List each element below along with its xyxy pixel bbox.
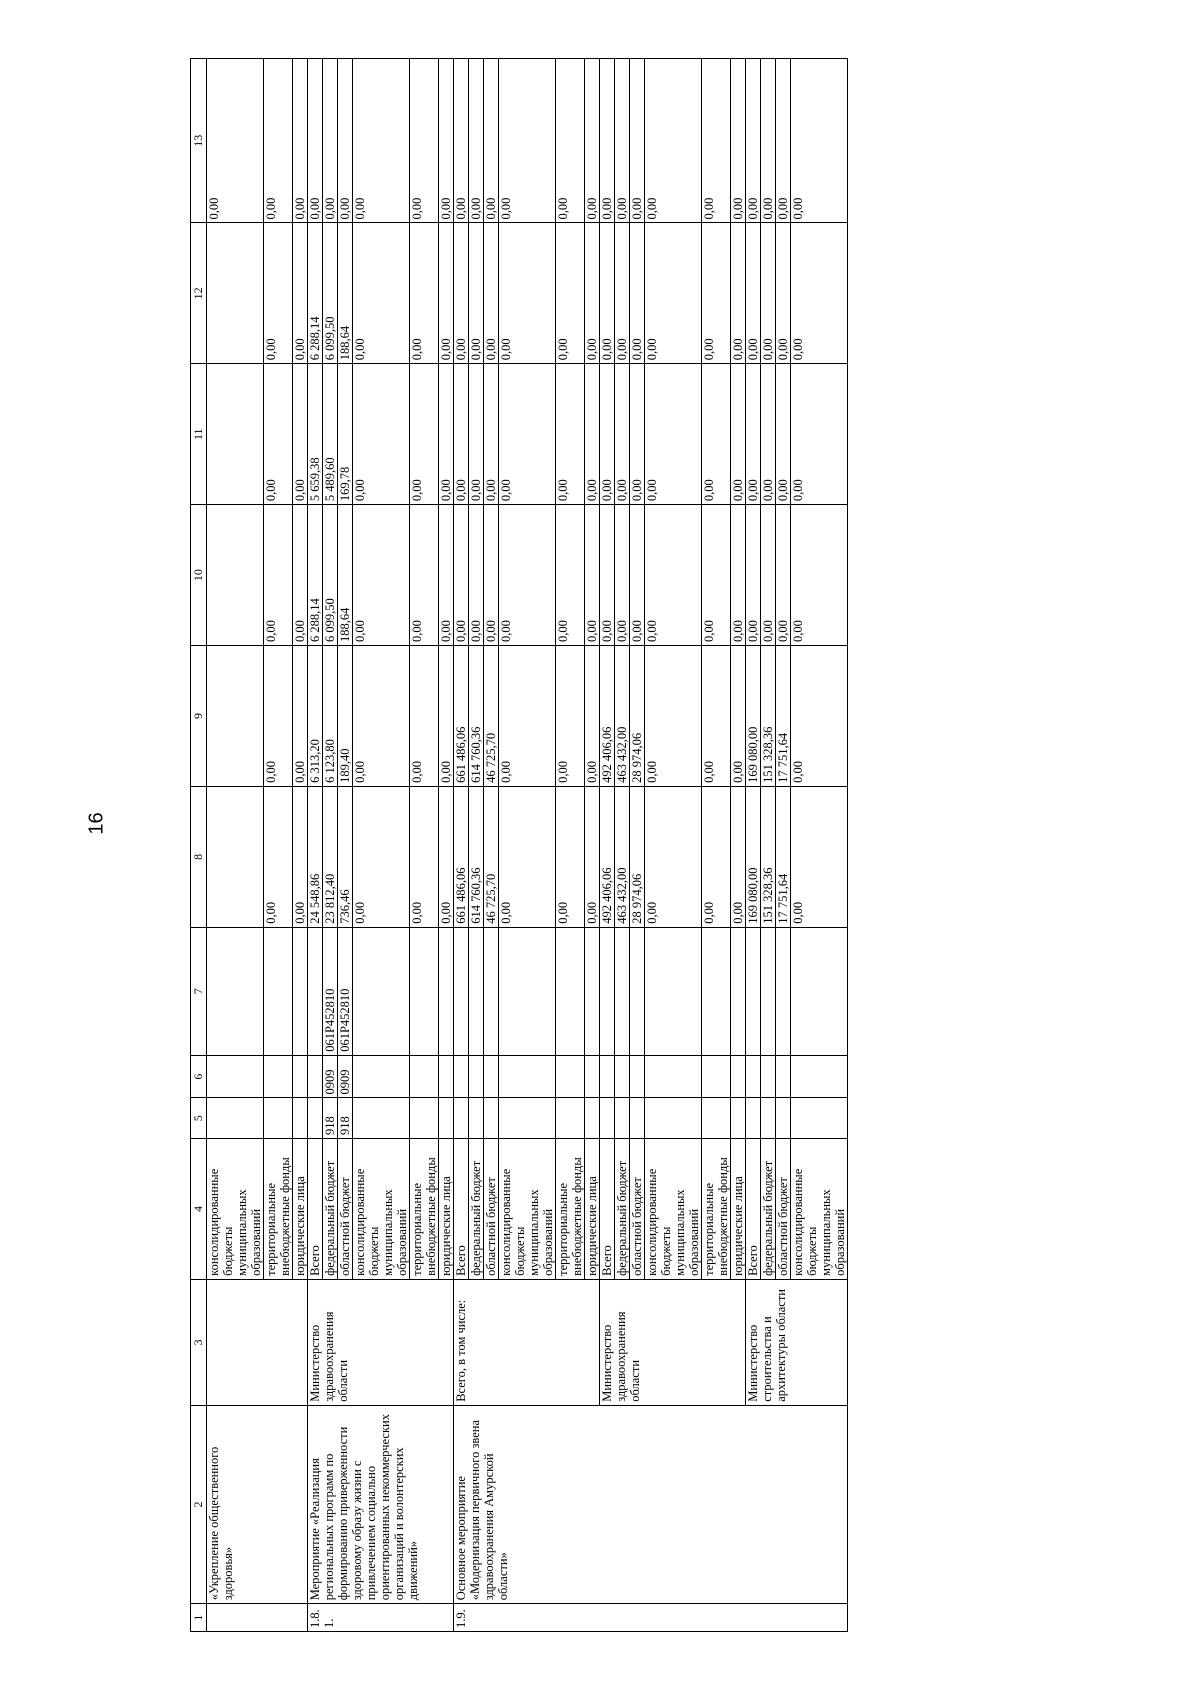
- cell-c8: 46 725,70: [484, 786, 499, 927]
- cell-c11: 0,00: [746, 364, 761, 505]
- cell-c13: 0,00: [439, 59, 454, 223]
- cell-c6: [761, 1055, 776, 1098]
- cell-c8: 169 080,00: [746, 786, 761, 927]
- cell-c7: [264, 927, 293, 1055]
- cell-c8: 0,00: [439, 786, 454, 927]
- cell-c13: 0,00: [761, 59, 776, 223]
- cell-c8: 0,00: [731, 786, 746, 927]
- cell-c8: [207, 786, 264, 927]
- cell-c6: [484, 1055, 499, 1098]
- cell-c9: 0,00: [731, 646, 746, 787]
- header-row: [191, 59, 207, 1632]
- cell-c9: 614 760,36: [469, 646, 484, 787]
- funding-source: консолидированные бюджеты муниципальных образований: [207, 1139, 264, 1280]
- cell-c6: [439, 1055, 454, 1098]
- cell-c13: 0,00: [791, 59, 848, 223]
- cell-c13: 0,00: [630, 59, 645, 223]
- cell-c10: 0,00: [615, 505, 630, 646]
- cell-c9: 0,00: [645, 646, 702, 787]
- cell-c7: [615, 927, 630, 1055]
- cell-c7: [410, 927, 439, 1055]
- cell-c9: 463 432,00: [615, 646, 630, 787]
- item-code: [207, 1604, 308, 1632]
- cell-c10: 0,00: [499, 505, 556, 646]
- cell-c9: 661 486,06: [454, 646, 469, 787]
- cell-c13: 0,00: [585, 59, 600, 223]
- cell-c12: 0,00: [585, 223, 600, 364]
- cell-c9: 492 406,06: [600, 646, 615, 787]
- page-number: 16: [85, 812, 108, 835]
- cell-c6: [585, 1055, 600, 1098]
- cell-c13: 0,00: [454, 59, 469, 223]
- cell-c9: [207, 646, 264, 787]
- funding-source: областной бюджет: [484, 1139, 499, 1280]
- table-body: [207, 59, 848, 1632]
- cell-c8: 24 548,86: [308, 786, 323, 927]
- cell-c10: 0,00: [454, 505, 469, 646]
- cell-c12: 0,00: [600, 223, 615, 364]
- cell-c13: 0,00: [645, 59, 702, 223]
- cell-c5: [353, 1098, 410, 1139]
- cell-c8: 23 812,40: [323, 786, 338, 927]
- cell-c6: [469, 1055, 484, 1098]
- cell-c9: 0,00: [293, 646, 308, 787]
- cell-c13: 0,00: [410, 59, 439, 223]
- cell-c9: 0,00: [439, 646, 454, 787]
- funding-source: юридические лица: [293, 1139, 308, 1280]
- cell-c7: [791, 927, 848, 1055]
- cell-c10: 6 288,14: [308, 505, 323, 646]
- item-name: Мероприятие «Реализация региональных программ по формированию приверженности здоровому образу жизни с привлечением социально ориентированных некоммерческих организаций и волонтерских движений»: [308, 1405, 454, 1603]
- cell-c5: [264, 1098, 293, 1139]
- cell-c11: 0,00: [731, 364, 746, 505]
- cell-c6: [454, 1055, 469, 1098]
- cell-c8: 0,00: [645, 786, 702, 927]
- cell-c7: [776, 927, 791, 1055]
- cell-c8: 17 751,64: [776, 786, 791, 927]
- cell-c12: 0,00: [264, 223, 293, 364]
- cell-c11: 169,78: [338, 364, 353, 505]
- cell-c11: 0,00: [645, 364, 702, 505]
- cell-c5: [761, 1098, 776, 1139]
- cell-c12: 0,00: [469, 223, 484, 364]
- cell-c11: 0,00: [776, 364, 791, 505]
- cell-c9: 0,00: [353, 646, 410, 787]
- cell-c7: [469, 927, 484, 1055]
- cell-c9: 169 080,00: [746, 646, 761, 787]
- cell-c6: [556, 1055, 585, 1098]
- column-header: 3: [191, 1279, 207, 1405]
- column-header: 6: [191, 1055, 207, 1098]
- cell-c12: 0,00: [293, 223, 308, 364]
- cell-c7: [746, 927, 761, 1055]
- cell-c7: 061P452810: [323, 927, 338, 1055]
- cell-c11: 0,00: [410, 364, 439, 505]
- column-header: 11: [191, 364, 207, 505]
- cell-c8: 0,00: [499, 786, 556, 927]
- cell-c8: 0,00: [556, 786, 585, 927]
- table-row: [746, 59, 761, 1632]
- cell-c8: 0,00: [264, 786, 293, 927]
- cell-c11: 0,00: [556, 364, 585, 505]
- cell-c10: 0,00: [630, 505, 645, 646]
- cell-c9: 0,00: [499, 646, 556, 787]
- column-header: 10: [191, 505, 207, 646]
- cell-c6: [308, 1055, 323, 1098]
- cell-c5: [410, 1098, 439, 1139]
- funding-source: территориальные внебюджетные фонды: [556, 1139, 585, 1280]
- cell-c13: 0,00: [731, 59, 746, 223]
- funding-source: юридические лица: [585, 1139, 600, 1280]
- cell-c10: 0,00: [264, 505, 293, 646]
- cell-c11: 0,00: [791, 364, 848, 505]
- cell-c11: 0,00: [630, 364, 645, 505]
- funding-source: областной бюджет: [776, 1139, 791, 1280]
- funding-source: федеральный бюджет: [323, 1139, 338, 1280]
- cell-c6: [731, 1055, 746, 1098]
- cell-c10: 6 099,50: [323, 505, 338, 646]
- cell-c10: 0,00: [293, 505, 308, 646]
- cell-c8: 614 760,36: [469, 786, 484, 927]
- cell-c6: [410, 1055, 439, 1098]
- cell-c5: [600, 1098, 615, 1139]
- cell-c5: [454, 1098, 469, 1139]
- cell-c7: [353, 927, 410, 1055]
- responsible-executor: [207, 1279, 308, 1405]
- cell-c5: [469, 1098, 484, 1139]
- funding-source: консолидированные бюджеты муниципальных образований: [499, 1139, 556, 1280]
- cell-c12: 0,00: [410, 223, 439, 364]
- funding-source: Всего: [746, 1139, 761, 1280]
- funding-source: областной бюджет: [630, 1139, 645, 1280]
- cell-c13: 0,00: [308, 59, 323, 223]
- funding-source: консолидированные бюджеты муниципальных образований: [645, 1139, 702, 1280]
- column-header: 9: [191, 646, 207, 787]
- funding-source: федеральный бюджет: [761, 1139, 776, 1280]
- cell-c12: 0,00: [556, 223, 585, 364]
- column-header: 13: [191, 59, 207, 223]
- cell-c9: 0,00: [585, 646, 600, 787]
- rotated-table-container: [190, 58, 1136, 1632]
- cell-c8: 0,00: [410, 786, 439, 927]
- cell-c11: 0,00: [615, 364, 630, 505]
- column-header: 8: [191, 786, 207, 927]
- cell-c5: 918: [338, 1098, 353, 1139]
- cell-c12: 0,00: [645, 223, 702, 364]
- cell-c5: [308, 1098, 323, 1139]
- cell-c10: 0,00: [484, 505, 499, 646]
- funding-source: юридические лица: [731, 1139, 746, 1280]
- cell-c11: 0,00: [469, 364, 484, 505]
- cell-c12: 0,00: [702, 223, 731, 364]
- cell-c12: 6 288,14: [308, 223, 323, 364]
- cell-c6: [353, 1055, 410, 1098]
- cell-c7: [761, 927, 776, 1055]
- funding-source: Всего: [600, 1139, 615, 1280]
- cell-c13: 0,00: [499, 59, 556, 223]
- cell-c10: 0,00: [439, 505, 454, 646]
- column-header: 4: [191, 1139, 207, 1280]
- cell-c8: 28 974,06: [630, 786, 645, 927]
- cell-c10: 0,00: [761, 505, 776, 646]
- cell-c13: 0,00: [264, 59, 293, 223]
- table-row: [308, 59, 323, 1632]
- item-name: «Укрепление общественного здоровья»: [207, 1405, 308, 1603]
- cell-c5: [776, 1098, 791, 1139]
- cell-c11: 0,00: [761, 364, 776, 505]
- cell-c6: 0909: [338, 1055, 353, 1098]
- cell-c9: 0,00: [556, 646, 585, 787]
- cell-c11: 0,00: [499, 364, 556, 505]
- cell-c5: [484, 1098, 499, 1139]
- cell-c12: 0,00: [630, 223, 645, 364]
- cell-c9: 28 974,06: [630, 646, 645, 787]
- cell-c6: [702, 1055, 731, 1098]
- cell-c12: 6 099,50: [323, 223, 338, 364]
- cell-c5: [439, 1098, 454, 1139]
- cell-c10: 0,00: [353, 505, 410, 646]
- cell-c5: [556, 1098, 585, 1139]
- cell-c11: 0,00: [293, 364, 308, 505]
- cell-c10: 0,00: [585, 505, 600, 646]
- cell-c11: 0,00: [600, 364, 615, 505]
- cell-c9: 0,00: [702, 646, 731, 787]
- cell-c12: 0,00: [761, 223, 776, 364]
- cell-c5: [645, 1098, 702, 1139]
- cell-c6: [293, 1055, 308, 1098]
- cell-c5: [615, 1098, 630, 1139]
- cell-c9: 0,00: [264, 646, 293, 787]
- cell-c13: 0,00: [469, 59, 484, 223]
- cell-c12: 0,00: [615, 223, 630, 364]
- funding-source: консолидированные бюджеты муниципальных образований: [353, 1139, 410, 1280]
- cell-c10: 0,00: [776, 505, 791, 646]
- cell-c10: 0,00: [410, 505, 439, 646]
- cell-c12: 0,00: [776, 223, 791, 364]
- cell-c10: 0,00: [702, 505, 731, 646]
- cell-c7: [293, 927, 308, 1055]
- cell-c5: [746, 1098, 761, 1139]
- cell-c12: 0,00: [731, 223, 746, 364]
- funding-source: федеральный бюджет: [469, 1139, 484, 1280]
- cell-c6: [791, 1055, 848, 1098]
- cell-c13: 0,00: [353, 59, 410, 223]
- cell-c6: [600, 1055, 615, 1098]
- cell-c10: 0,00: [791, 505, 848, 646]
- cell-c5: [585, 1098, 600, 1139]
- cell-c13: 0,00: [556, 59, 585, 223]
- cell-c12: 0,00: [746, 223, 761, 364]
- cell-c9: 0,00: [791, 646, 848, 787]
- cell-c8: 0,00: [293, 786, 308, 927]
- cell-c11: [207, 364, 264, 505]
- cell-c11: 0,00: [264, 364, 293, 505]
- cell-c12: 0,00: [484, 223, 499, 364]
- column-header: 1: [191, 1604, 207, 1632]
- cell-c11: 0,00: [353, 364, 410, 505]
- cell-c5: [630, 1098, 645, 1139]
- responsible-executor: Министерство здравоохранения области: [600, 1279, 746, 1405]
- item-name: Основное мероприятие «Модернизация первичного звена здравоохранения Амурской области»: [454, 1405, 848, 1603]
- funding-source: юридические лица: [439, 1139, 454, 1280]
- cell-c6: [264, 1055, 293, 1098]
- cell-c11: 5 659,38: [308, 364, 323, 505]
- cell-c7: [499, 927, 556, 1055]
- cell-c9: 46 725,70: [484, 646, 499, 787]
- column-header: 12: [191, 223, 207, 364]
- cell-c13: 0,00: [600, 59, 615, 223]
- cell-c7: [600, 927, 615, 1055]
- cell-c12: 0,00: [439, 223, 454, 364]
- cell-c12: 0,00: [791, 223, 848, 364]
- cell-c11: 5 489,60: [323, 364, 338, 505]
- funding-source: территориальные внебюджетные фонды: [410, 1139, 439, 1280]
- responsible-executor: Министерство строительства и архитектуры области: [746, 1279, 848, 1405]
- cell-c13: 0,00: [338, 59, 353, 223]
- cell-c13: 0,00: [776, 59, 791, 223]
- cell-c12: 0,00: [454, 223, 469, 364]
- cell-c6: 0909: [323, 1055, 338, 1098]
- cell-c13: 0,00: [293, 59, 308, 223]
- cell-c9: 0,00: [410, 646, 439, 787]
- cell-c7: [556, 927, 585, 1055]
- cell-c10: 0,00: [469, 505, 484, 646]
- cell-c10: 0,00: [645, 505, 702, 646]
- cell-c13: 0,00: [484, 59, 499, 223]
- cell-c10: 0,00: [746, 505, 761, 646]
- funding-source: Всего: [454, 1139, 469, 1280]
- cell-c9: 6 313,20: [308, 646, 323, 787]
- cell-c7: [645, 927, 702, 1055]
- cell-c7: [454, 927, 469, 1055]
- cell-c10: 0,00: [556, 505, 585, 646]
- cell-c10: [207, 505, 264, 646]
- cell-c8: 0,00: [791, 786, 848, 927]
- item-code: 1.8.1.: [308, 1604, 454, 1632]
- cell-c10: 0,00: [600, 505, 615, 646]
- cell-c13: 0,00: [615, 59, 630, 223]
- cell-c6: [615, 1055, 630, 1098]
- cell-c11: 0,00: [454, 364, 469, 505]
- cell-c11: 0,00: [702, 364, 731, 505]
- cell-c9: 151 328,36: [761, 646, 776, 787]
- cell-c8: 736,46: [338, 786, 353, 927]
- cell-c8: 0,00: [702, 786, 731, 927]
- cell-c8: 151 328,36: [761, 786, 776, 927]
- funding-source: Всего: [308, 1139, 323, 1280]
- cell-c12: [207, 223, 264, 364]
- responsible-executor: Всего, в том числе:: [454, 1279, 600, 1405]
- cell-c7: [207, 927, 264, 1055]
- column-header: 2: [191, 1405, 207, 1603]
- cell-c7: [484, 927, 499, 1055]
- cell-c7: [308, 927, 323, 1055]
- column-header: 5: [191, 1098, 207, 1139]
- cell-c5: [207, 1098, 264, 1139]
- cell-c5: [731, 1098, 746, 1139]
- cell-c8: 0,00: [585, 786, 600, 927]
- cell-c6: [499, 1055, 556, 1098]
- cell-c12: 0,00: [353, 223, 410, 364]
- cell-c7: [630, 927, 645, 1055]
- cell-c5: [499, 1098, 556, 1139]
- cell-c8: 463 432,00: [615, 786, 630, 927]
- cell-c13: 0,00: [702, 59, 731, 223]
- funding-source: консолидированные бюджеты муниципальных образований: [791, 1139, 848, 1280]
- cell-c7: 061P452810: [338, 927, 353, 1055]
- table-row: [600, 59, 615, 1632]
- cell-c12: 0,00: [499, 223, 556, 364]
- responsible-executor: Министерство здравоохранения области: [308, 1279, 454, 1405]
- cell-c9: 6 123,80: [323, 646, 338, 787]
- cell-c10: 188,64: [338, 505, 353, 646]
- table-row: [207, 59, 264, 1632]
- cell-c13: 0,00: [746, 59, 761, 223]
- cell-c13: 0,00: [323, 59, 338, 223]
- cell-c10: 0,00: [731, 505, 746, 646]
- cell-c11: 0,00: [484, 364, 499, 505]
- budget-table: [190, 58, 848, 1632]
- cell-c11: 0,00: [585, 364, 600, 505]
- cell-c6: [776, 1055, 791, 1098]
- cell-c5: [791, 1098, 848, 1139]
- cell-c7: [585, 927, 600, 1055]
- funding-source: территориальные внебюджетные фонды: [264, 1139, 293, 1280]
- funding-source: областной бюджет: [338, 1139, 353, 1280]
- cell-c11: 0,00: [439, 364, 454, 505]
- cell-c6: [746, 1055, 761, 1098]
- cell-c7: [702, 927, 731, 1055]
- table-row: [454, 59, 469, 1632]
- cell-c6: [630, 1055, 645, 1098]
- column-header: 7: [191, 927, 207, 1055]
- cell-c13: 0,00: [207, 59, 264, 223]
- cell-c7: [439, 927, 454, 1055]
- cell-c5: [293, 1098, 308, 1139]
- cell-c5: [702, 1098, 731, 1139]
- cell-c6: [645, 1055, 702, 1098]
- cell-c8: 0,00: [353, 786, 410, 927]
- cell-c12: 188,64: [338, 223, 353, 364]
- cell-c5: 918: [323, 1098, 338, 1139]
- cell-c7: [731, 927, 746, 1055]
- cell-c8: 492 406,06: [600, 786, 615, 927]
- cell-c9: 189,40: [338, 646, 353, 787]
- cell-c8: 661 486,06: [454, 786, 469, 927]
- cell-c6: [207, 1055, 264, 1098]
- funding-source: территориальные внебюджетные фонды: [702, 1139, 731, 1280]
- cell-c9: 17 751,64: [776, 646, 791, 787]
- funding-source: федеральный бюджет: [615, 1139, 630, 1280]
- item-code: 1.9.: [454, 1604, 848, 1632]
